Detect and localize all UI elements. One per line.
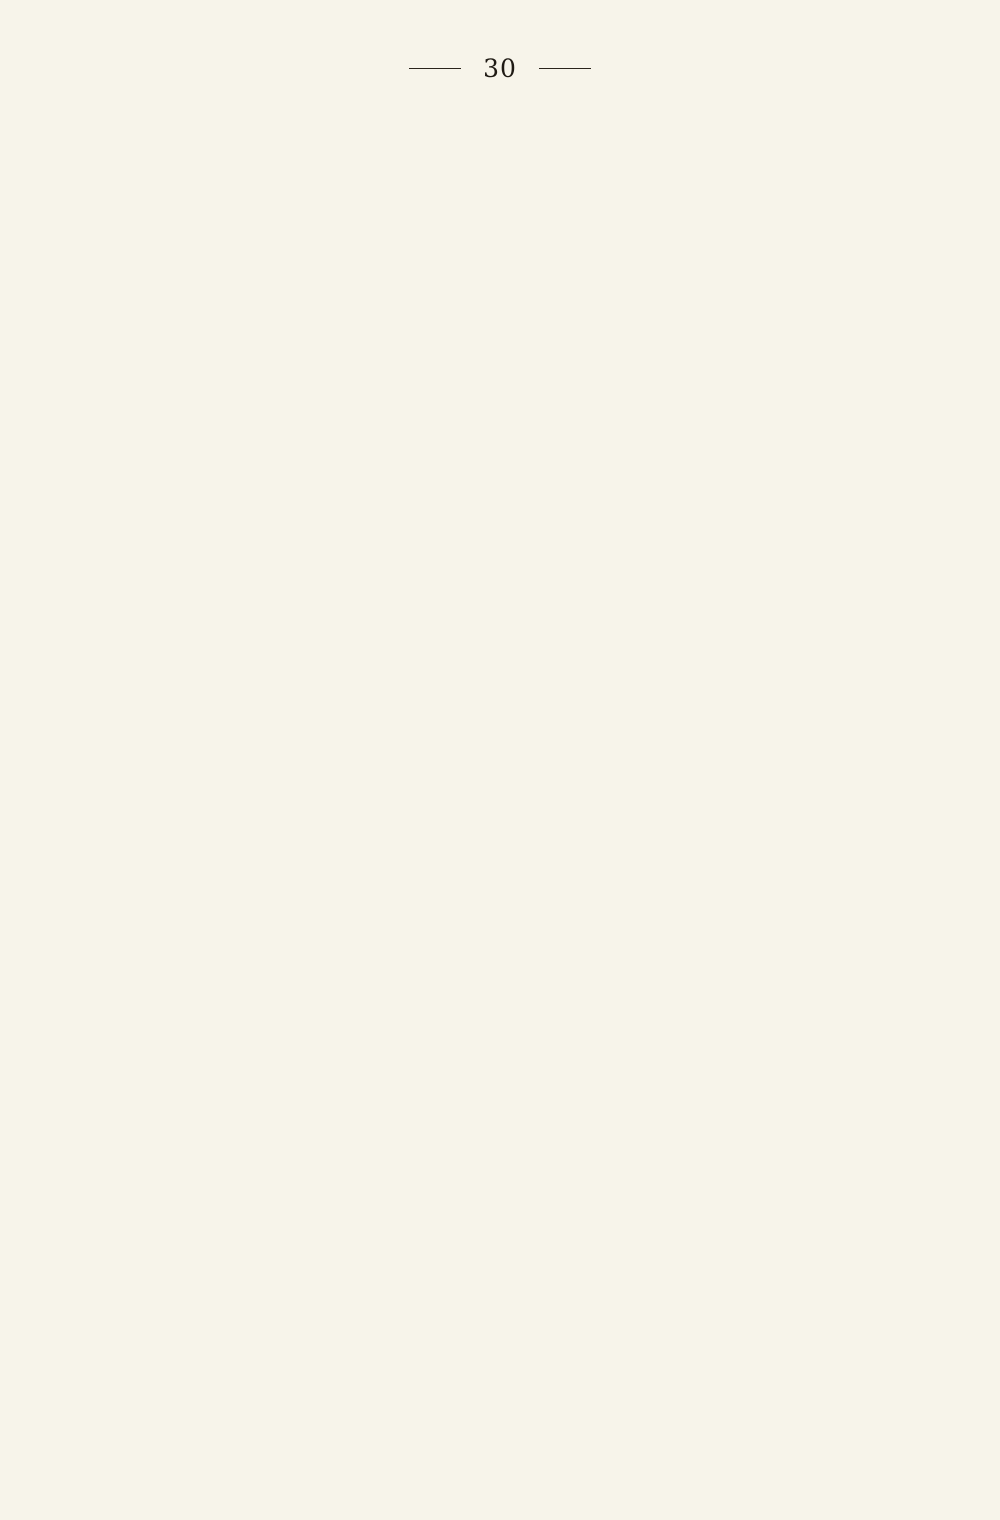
- text-line: [82, 633, 920, 655]
- text-line: [82, 366, 920, 388]
- text-line: [82, 965, 920, 987]
- text-line: [82, 233, 920, 255]
- text-line: [82, 433, 920, 455]
- text-line: [82, 832, 920, 854]
- text-line: [82, 411, 920, 433]
- text-line: [82, 1209, 920, 1231]
- text-line: [82, 877, 920, 899]
- text-line: [82, 1098, 920, 1120]
- text-line: [82, 1320, 920, 1342]
- text-line: [82, 1187, 920, 1209]
- text-line: [82, 1076, 920, 1098]
- text-line: [82, 677, 920, 699]
- text-line: [82, 477, 920, 499]
- text-line: [82, 455, 920, 477]
- header-rule-left: [409, 68, 461, 69]
- text-line: [82, 1254, 920, 1276]
- text-line: [82, 1054, 920, 1076]
- text-line: [82, 1476, 920, 1498]
- text-line: [82, 167, 920, 189]
- page-header: [0, 48, 1000, 88]
- text-line: [82, 1121, 920, 1143]
- text-line: [82, 499, 920, 521]
- text-line: [82, 588, 920, 610]
- text-line: [82, 766, 920, 788]
- text-line: [82, 721, 920, 743]
- text-line: [82, 1365, 920, 1387]
- text-line: [82, 522, 920, 544]
- text-line: [82, 1498, 920, 1520]
- text-line: [82, 322, 920, 344]
- text-line: [82, 544, 920, 566]
- text-line: [82, 1143, 920, 1165]
- text-line: [82, 122, 920, 144]
- paragraph-2: [82, 522, 920, 1410]
- paragraph-1: [82, 100, 920, 522]
- text-line: [82, 344, 920, 366]
- body-text: [82, 100, 920, 1520]
- text-line: [82, 1032, 920, 1054]
- text-line: [82, 699, 920, 721]
- header-rule-right: [539, 68, 591, 69]
- page-number: 30: [483, 53, 517, 83]
- text-line: [82, 144, 920, 166]
- text-line: [82, 189, 920, 211]
- text-line: [82, 1010, 920, 1032]
- text-line: [82, 943, 920, 965]
- text-line: [82, 1298, 920, 1320]
- text-line: [82, 1343, 920, 1365]
- text-line: [82, 1276, 920, 1298]
- text-line: [82, 854, 920, 876]
- text-line: [82, 810, 920, 832]
- text-line: [82, 1165, 920, 1187]
- text-line: [82, 655, 920, 677]
- text-line: [82, 1431, 920, 1453]
- text-line: [82, 921, 920, 943]
- text-line: [82, 255, 920, 277]
- paragraph-3: [82, 1409, 920, 1520]
- text-line: [82, 899, 920, 921]
- text-line: [82, 743, 920, 765]
- text-line: [82, 566, 920, 588]
- text-line: [82, 278, 920, 300]
- text-line: [82, 610, 920, 632]
- text-line: [82, 300, 920, 322]
- text-line: [82, 988, 920, 1010]
- text-line: [82, 1453, 920, 1475]
- text-line: [82, 1387, 920, 1409]
- text-line: [82, 100, 920, 122]
- text-line: [82, 211, 920, 233]
- text-line: [82, 788, 920, 810]
- text-line: [82, 1409, 920, 1431]
- text-line: [82, 1232, 920, 1254]
- text-line: [82, 388, 920, 410]
